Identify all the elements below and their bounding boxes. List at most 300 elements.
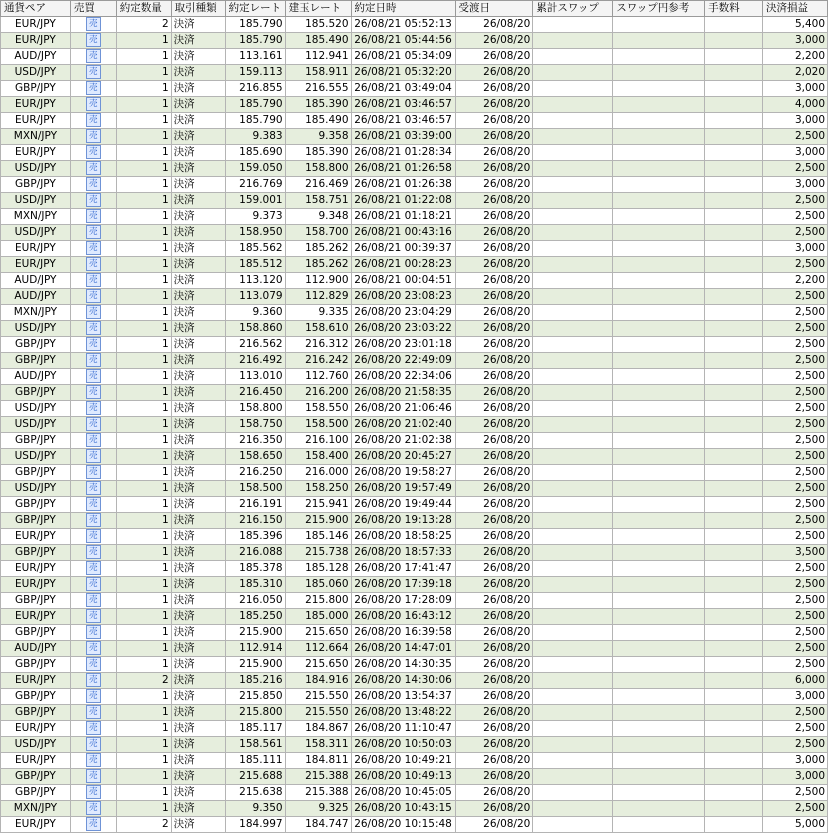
column-header-type[interactable]: 取引種類 xyxy=(171,1,225,17)
table-row[interactable] xyxy=(1,177,828,193)
cell-side xyxy=(70,817,116,833)
cell-side xyxy=(70,225,116,241)
table-row[interactable] xyxy=(1,305,828,321)
cell-qty: 1 xyxy=(116,177,171,193)
cell-side xyxy=(70,49,116,65)
cell-qty: 1 xyxy=(116,385,171,401)
sell-badge: 売 xyxy=(86,161,101,175)
table-row[interactable] xyxy=(1,385,828,401)
table-row[interactable] xyxy=(1,289,828,305)
cell-qty: 1 xyxy=(116,481,171,497)
cell-exec-time: 26/08/20 22:34:06 xyxy=(351,369,455,385)
cell-swap-ref xyxy=(613,225,705,241)
cell-open-rate: 158.800 xyxy=(285,161,351,177)
cell-side xyxy=(70,177,116,193)
cell-open-rate: 216.312 xyxy=(285,337,351,353)
cell-swap xyxy=(533,433,613,449)
column-header-swap-ref[interactable]: スワップ円参考 xyxy=(613,1,705,17)
table-row[interactable] xyxy=(1,33,828,49)
table-row[interactable] xyxy=(1,817,828,833)
cell-exec-time: 26/08/20 23:03:22 xyxy=(351,321,455,337)
column-header-pair[interactable]: 通貨ペア xyxy=(1,1,71,17)
cell-side xyxy=(70,193,116,209)
column-header-swap[interactable]: 累計スワップ xyxy=(533,1,613,17)
cell-pair: GBP/JPY xyxy=(1,497,71,513)
cell-fee xyxy=(705,321,763,337)
cell-pl: 2,500 xyxy=(763,321,828,337)
table-row[interactable] xyxy=(1,193,828,209)
table-row[interactable] xyxy=(1,673,828,689)
cell-side xyxy=(70,593,116,609)
column-header-qty[interactable]: 約定数量 xyxy=(116,1,171,17)
table-row[interactable] xyxy=(1,593,828,609)
table-row[interactable] xyxy=(1,801,828,817)
table-row[interactable] xyxy=(1,705,828,721)
cell-swap xyxy=(533,449,613,465)
cell-pl: 2,500 xyxy=(763,193,828,209)
column-header-fee[interactable]: 手数料 xyxy=(705,1,763,17)
cell-fee xyxy=(705,593,763,609)
cell-settle-date: 26/08/20 xyxy=(455,193,533,209)
table-row[interactable] xyxy=(1,273,828,289)
cell-fee xyxy=(705,257,763,273)
cell-pl: 2,500 xyxy=(763,417,828,433)
cell-swap-ref xyxy=(613,129,705,145)
cell-open-rate: 216.000 xyxy=(285,465,351,481)
cell-pair: EUR/JPY xyxy=(1,17,71,33)
cell-swap xyxy=(533,305,613,321)
cell-type: 決済 xyxy=(171,209,225,225)
cell-qty: 1 xyxy=(116,273,171,289)
cell-rate: 113.010 xyxy=(225,369,285,385)
cell-type: 決済 xyxy=(171,529,225,545)
cell-open-rate: 185.060 xyxy=(285,577,351,593)
table-row[interactable] xyxy=(1,769,828,785)
cell-swap-ref xyxy=(613,433,705,449)
table-row[interactable] xyxy=(1,401,828,417)
cell-open-rate: 112.664 xyxy=(285,641,351,657)
cell-rate: 216.191 xyxy=(225,497,285,513)
cell-settle-date: 26/08/20 xyxy=(455,305,533,321)
cell-type: 決済 xyxy=(171,769,225,785)
cell-exec-time: 26/08/21 01:26:38 xyxy=(351,177,455,193)
sell-badge: 売 xyxy=(86,593,101,607)
cell-swap-ref xyxy=(613,625,705,641)
table-row[interactable] xyxy=(1,737,828,753)
cell-side xyxy=(70,609,116,625)
cell-qty: 1 xyxy=(116,705,171,721)
cell-pair: GBP/JPY xyxy=(1,625,71,641)
cell-swap-ref xyxy=(613,817,705,833)
cell-pair: AUD/JPY xyxy=(1,273,71,289)
cell-qty: 1 xyxy=(116,145,171,161)
cell-side xyxy=(70,513,116,529)
table-row[interactable] xyxy=(1,257,828,273)
cell-pair: USD/JPY xyxy=(1,401,71,417)
cell-pl: 6,000 xyxy=(763,673,828,689)
table-row[interactable] xyxy=(1,529,828,545)
cell-swap-ref xyxy=(613,801,705,817)
cell-fee xyxy=(705,129,763,145)
table-row[interactable] xyxy=(1,545,828,561)
cell-open-rate: 216.242 xyxy=(285,353,351,369)
sell-badge: 売 xyxy=(86,753,101,767)
cell-pl: 2,500 xyxy=(763,129,828,145)
cell-type: 決済 xyxy=(171,817,225,833)
table-row[interactable] xyxy=(1,497,828,513)
table-row[interactable] xyxy=(1,321,828,337)
cell-fee xyxy=(705,785,763,801)
cell-open-rate: 112.900 xyxy=(285,273,351,289)
column-header-open-rate[interactable]: 建玉レート xyxy=(285,1,351,17)
sell-badge: 売 xyxy=(86,33,101,47)
cell-fee xyxy=(705,577,763,593)
cell-pair: GBP/JPY xyxy=(1,769,71,785)
column-header-settle-date[interactable]: 受渡日 xyxy=(455,1,533,17)
table-row[interactable] xyxy=(1,369,828,385)
table-row[interactable] xyxy=(1,577,828,593)
cell-pl: 2,500 xyxy=(763,657,828,673)
table-row[interactable] xyxy=(1,225,828,241)
cell-swap-ref xyxy=(613,209,705,225)
cell-fee xyxy=(705,385,763,401)
cell-qty: 1 xyxy=(116,785,171,801)
cell-qty: 1 xyxy=(116,753,171,769)
sell-badge: 売 xyxy=(86,257,101,271)
cell-exec-time: 26/08/20 21:02:38 xyxy=(351,433,455,449)
cell-side xyxy=(70,625,116,641)
cell-settle-date: 26/08/20 xyxy=(455,625,533,641)
table-row[interactable] xyxy=(1,561,828,577)
table-row[interactable] xyxy=(1,657,828,673)
table-row[interactable] xyxy=(1,113,828,129)
cell-rate: 185.378 xyxy=(225,561,285,577)
cell-swap xyxy=(533,337,613,353)
cell-type: 決済 xyxy=(171,721,225,737)
cell-swap-ref xyxy=(613,17,705,33)
cell-pair: AUD/JPY xyxy=(1,369,71,385)
cell-swap-ref xyxy=(613,593,705,609)
cell-pair: USD/JPY xyxy=(1,737,71,753)
sell-badge: 売 xyxy=(86,193,101,207)
cell-open-rate: 158.911 xyxy=(285,65,351,81)
table-row[interactable] xyxy=(1,433,828,449)
cell-settle-date: 26/08/20 xyxy=(455,769,533,785)
cell-side xyxy=(70,209,116,225)
cell-fee xyxy=(705,225,763,241)
cell-rate: 113.161 xyxy=(225,49,285,65)
cell-open-rate: 185.390 xyxy=(285,97,351,113)
cell-pl: 2,500 xyxy=(763,449,828,465)
cell-exec-time: 26/08/20 21:06:46 xyxy=(351,401,455,417)
cell-side xyxy=(70,561,116,577)
cell-open-rate: 9.358 xyxy=(285,129,351,145)
cell-rate: 158.950 xyxy=(225,225,285,241)
cell-settle-date: 26/08/20 xyxy=(455,433,533,449)
cell-pl: 5,400 xyxy=(763,17,828,33)
cell-qty: 1 xyxy=(116,433,171,449)
table-row[interactable] xyxy=(1,609,828,625)
cell-side xyxy=(70,785,116,801)
cell-type: 決済 xyxy=(171,801,225,817)
cell-open-rate: 215.941 xyxy=(285,497,351,513)
table-row[interactable] xyxy=(1,241,828,257)
table-row[interactable] xyxy=(1,513,828,529)
cell-settle-date: 26/08/20 xyxy=(455,641,533,657)
cell-open-rate: 158.250 xyxy=(285,481,351,497)
table-row[interactable] xyxy=(1,81,828,97)
cell-swap xyxy=(533,721,613,737)
table-row[interactable] xyxy=(1,161,828,177)
cell-pair: EUR/JPY xyxy=(1,577,71,593)
cell-settle-date: 26/08/20 xyxy=(455,657,533,673)
cell-open-rate: 185.262 xyxy=(285,257,351,273)
cell-type: 決済 xyxy=(171,465,225,481)
cell-pl: 2,500 xyxy=(763,785,828,801)
cell-swap-ref xyxy=(613,113,705,129)
cell-swap xyxy=(533,241,613,257)
cell-qty: 1 xyxy=(116,113,171,129)
cell-qty: 1 xyxy=(116,321,171,337)
cell-exec-time: 26/08/20 14:30:35 xyxy=(351,657,455,673)
cell-swap xyxy=(533,273,613,289)
cell-fee xyxy=(705,417,763,433)
cell-rate: 185.250 xyxy=(225,609,285,625)
cell-type: 決済 xyxy=(171,737,225,753)
cell-swap-ref xyxy=(613,673,705,689)
cell-rate: 185.216 xyxy=(225,673,285,689)
cell-swap-ref xyxy=(613,561,705,577)
cell-settle-date: 26/08/20 xyxy=(455,209,533,225)
cell-qty: 1 xyxy=(116,593,171,609)
table-row[interactable] xyxy=(1,417,828,433)
cell-side xyxy=(70,545,116,561)
cell-settle-date: 26/08/20 xyxy=(455,145,533,161)
table-row[interactable] xyxy=(1,17,828,33)
cell-swap xyxy=(533,369,613,385)
cell-qty: 1 xyxy=(116,49,171,65)
cell-settle-date: 26/08/20 xyxy=(455,385,533,401)
cell-qty: 1 xyxy=(116,305,171,321)
cell-settle-date: 26/08/20 xyxy=(455,737,533,753)
cell-fee xyxy=(705,17,763,33)
cell-pl: 3,000 xyxy=(763,177,828,193)
cell-swap xyxy=(533,177,613,193)
cell-side xyxy=(70,241,116,257)
table-row[interactable] xyxy=(1,97,828,113)
cell-rate: 158.800 xyxy=(225,401,285,417)
table-row[interactable] xyxy=(1,721,828,737)
cell-pair: EUR/JPY xyxy=(1,145,71,161)
cell-open-rate: 185.490 xyxy=(285,113,351,129)
cell-pl: 2,500 xyxy=(763,721,828,737)
cell-swap-ref xyxy=(613,641,705,657)
table-row[interactable] xyxy=(1,353,828,369)
table-row[interactable] xyxy=(1,145,828,161)
table-row[interactable] xyxy=(1,481,828,497)
cell-qty: 1 xyxy=(116,129,171,145)
cell-swap-ref xyxy=(613,145,705,161)
cell-settle-date: 26/08/20 xyxy=(455,65,533,81)
cell-exec-time: 26/08/20 23:01:18 xyxy=(351,337,455,353)
cell-swap xyxy=(533,705,613,721)
cell-exec-time: 26/08/21 05:32:20 xyxy=(351,65,455,81)
sell-badge: 売 xyxy=(86,641,101,655)
cell-swap xyxy=(533,497,613,513)
cell-fee xyxy=(705,241,763,257)
cell-rate: 184.997 xyxy=(225,817,285,833)
cell-type: 決済 xyxy=(171,561,225,577)
cell-swap xyxy=(533,209,613,225)
cell-type: 決済 xyxy=(171,609,225,625)
cell-pl: 3,500 xyxy=(763,545,828,561)
cell-settle-date: 26/08/20 xyxy=(455,577,533,593)
cell-pair: GBP/JPY xyxy=(1,433,71,449)
cell-qty: 2 xyxy=(116,673,171,689)
column-header-rate[interactable]: 約定レート xyxy=(225,1,285,17)
cell-type: 決済 xyxy=(171,161,225,177)
cell-side xyxy=(70,673,116,689)
cell-rate: 113.079 xyxy=(225,289,285,305)
cell-rate: 185.562 xyxy=(225,241,285,257)
cell-side xyxy=(70,305,116,321)
table-row[interactable] xyxy=(1,337,828,353)
cell-pl: 3,000 xyxy=(763,689,828,705)
cell-pair: EUR/JPY xyxy=(1,817,71,833)
cell-type: 決済 xyxy=(171,113,225,129)
cell-type: 決済 xyxy=(171,225,225,241)
table-row[interactable] xyxy=(1,49,828,65)
table-row[interactable] xyxy=(1,465,828,481)
cell-exec-time: 26/08/21 05:34:09 xyxy=(351,49,455,65)
cell-swap xyxy=(533,97,613,113)
cell-pl: 2,500 xyxy=(763,577,828,593)
table-row[interactable] xyxy=(1,129,828,145)
table-row[interactable] xyxy=(1,785,828,801)
cell-open-rate: 9.348 xyxy=(285,209,351,225)
cell-swap-ref xyxy=(613,753,705,769)
cell-type: 決済 xyxy=(171,545,225,561)
cell-pair: EUR/JPY xyxy=(1,673,71,689)
cell-side xyxy=(70,321,116,337)
table-row[interactable] xyxy=(1,641,828,657)
cell-pl: 2,500 xyxy=(763,513,828,529)
column-header-exec-time[interactable]: 約定日時 xyxy=(351,1,455,17)
cell-type: 決済 xyxy=(171,401,225,417)
cell-fee xyxy=(705,801,763,817)
cell-fee xyxy=(705,673,763,689)
cell-fee xyxy=(705,273,763,289)
column-header-pl[interactable]: 決済損益 xyxy=(763,1,828,17)
sell-badge: 売 xyxy=(86,145,101,159)
cell-fee xyxy=(705,97,763,113)
cell-fee xyxy=(705,465,763,481)
cell-rate: 216.855 xyxy=(225,81,285,97)
cell-settle-date: 26/08/20 xyxy=(455,705,533,721)
cell-qty: 1 xyxy=(116,401,171,417)
cell-swap xyxy=(533,257,613,273)
cell-open-rate: 112.760 xyxy=(285,369,351,385)
cell-swap-ref xyxy=(613,721,705,737)
cell-type: 決済 xyxy=(171,49,225,65)
cell-pl: 2,500 xyxy=(763,529,828,545)
cell-qty: 1 xyxy=(116,417,171,433)
cell-swap-ref xyxy=(613,401,705,417)
cell-swap xyxy=(533,529,613,545)
cell-exec-time: 26/08/21 03:49:04 xyxy=(351,81,455,97)
cell-side xyxy=(70,529,116,545)
sell-badge: 売 xyxy=(86,401,101,415)
cell-exec-time: 26/08/20 13:48:22 xyxy=(351,705,455,721)
cell-rate: 215.850 xyxy=(225,689,285,705)
cell-type: 決済 xyxy=(171,193,225,209)
table-row[interactable] xyxy=(1,65,828,81)
cell-rate: 158.650 xyxy=(225,449,285,465)
cell-open-rate: 215.738 xyxy=(285,545,351,561)
cell-exec-time: 26/08/20 19:13:28 xyxy=(351,513,455,529)
cell-settle-date: 26/08/20 xyxy=(455,689,533,705)
cell-swap-ref xyxy=(613,577,705,593)
cell-open-rate: 185.390 xyxy=(285,145,351,161)
table-row[interactable] xyxy=(1,449,828,465)
cell-pl: 2,500 xyxy=(763,625,828,641)
cell-swap xyxy=(533,817,613,833)
cell-side xyxy=(70,145,116,161)
cell-pair: AUD/JPY xyxy=(1,641,71,657)
table-row[interactable] xyxy=(1,689,828,705)
cell-open-rate: 185.520 xyxy=(285,17,351,33)
cell-exec-time: 26/08/20 23:08:23 xyxy=(351,289,455,305)
cell-type: 決済 xyxy=(171,337,225,353)
cell-type: 決済 xyxy=(171,353,225,369)
table-row[interactable] xyxy=(1,753,828,769)
table-row[interactable] xyxy=(1,625,828,641)
cell-open-rate: 158.400 xyxy=(285,449,351,465)
cell-side xyxy=(70,705,116,721)
cell-pl: 2,500 xyxy=(763,433,828,449)
cell-side xyxy=(70,81,116,97)
cell-swap-ref xyxy=(613,657,705,673)
sell-badge: 売 xyxy=(86,721,101,735)
cell-side xyxy=(70,289,116,305)
cell-swap xyxy=(533,193,613,209)
cell-fee xyxy=(705,769,763,785)
column-header-side[interactable]: 売買 xyxy=(70,1,116,17)
cell-fee xyxy=(705,705,763,721)
cell-fee xyxy=(705,689,763,705)
cell-qty: 1 xyxy=(116,497,171,513)
cell-exec-time: 26/08/20 13:54:37 xyxy=(351,689,455,705)
cell-side xyxy=(70,577,116,593)
cell-pair: EUR/JPY xyxy=(1,97,71,113)
cell-pair: GBP/JPY xyxy=(1,465,71,481)
cell-exec-time: 26/08/21 01:28:34 xyxy=(351,145,455,161)
cell-exec-time: 26/08/20 18:57:33 xyxy=(351,545,455,561)
cell-swap xyxy=(533,33,613,49)
cell-pair: MXN/JPY xyxy=(1,129,71,145)
cell-qty: 1 xyxy=(116,257,171,273)
sell-badge: 売 xyxy=(86,81,101,95)
sell-badge: 売 xyxy=(86,657,101,671)
cell-rate: 113.120 xyxy=(225,273,285,289)
cell-side xyxy=(70,17,116,33)
cell-type: 決済 xyxy=(171,481,225,497)
cell-fee xyxy=(705,81,763,97)
cell-fee xyxy=(705,817,763,833)
table-row[interactable] xyxy=(1,209,828,225)
cell-pl: 2,500 xyxy=(763,561,828,577)
cell-rate: 216.562 xyxy=(225,337,285,353)
